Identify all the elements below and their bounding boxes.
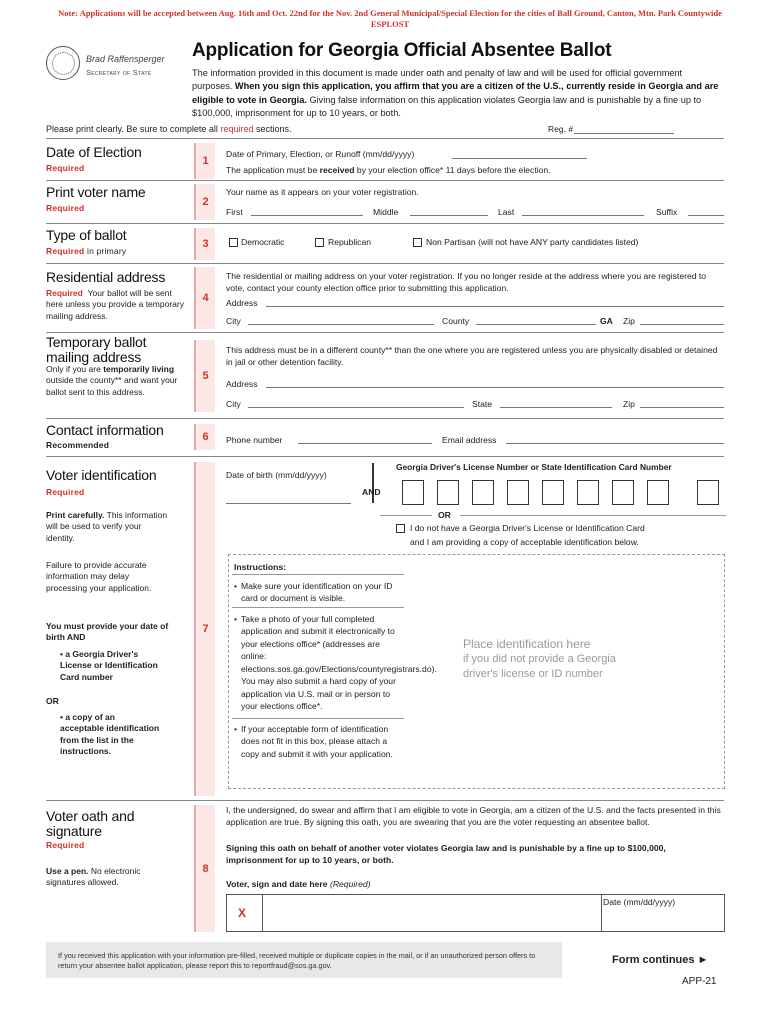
divider: [232, 607, 404, 608]
section-2-required: Required: [46, 203, 85, 213]
instruction-3: • If your acceptable form of identification does not fit in this box, please attach a copy and submit it with your application.: [234, 724, 393, 759]
instruction-1: • Make sure your identification on your ID card or document is visible.: [234, 581, 393, 604]
residential-state-value: GA: [600, 316, 613, 326]
temporary-instructions: This address must be in a different county** than the one where you are registered unless you are physically disabled or detained in jail or other detention facility.: [226, 345, 718, 368]
temporary-address-label: Address: [226, 379, 258, 389]
dl-digit-box[interactable]: [697, 480, 719, 505]
no-license-label-2: and I am providing a copy of acceptable identification below.: [410, 537, 639, 547]
temporary-city-field[interactable]: [248, 407, 464, 408]
democratic-label: Democratic: [241, 237, 285, 247]
and-label: AND: [362, 487, 381, 497]
id-option-b: • a copy of an acceptable identification from the list in the instructions.: [60, 712, 160, 757]
form-title: Application for Georgia Official Absentee Ballot: [192, 40, 612, 61]
dl-digit-box[interactable]: [507, 480, 529, 505]
secretary-title: Secretary of State: [86, 68, 152, 77]
temporary-address-field[interactable]: [266, 387, 724, 388]
dl-digit-box[interactable]: [612, 480, 634, 505]
dl-digit-box[interactable]: [402, 480, 424, 505]
temporary-zip-label: Zip: [623, 399, 635, 409]
section-3-title: Type of ballot: [46, 227, 127, 243]
divider: [46, 456, 724, 457]
section-5-title: Temporary ballot mailing address: [46, 334, 147, 365]
dob-field[interactable]: [226, 503, 351, 504]
divider: [232, 718, 404, 719]
temporary-city-label: City: [226, 399, 241, 409]
divider: [380, 515, 432, 516]
republican-label: Republican: [328, 237, 371, 247]
form-code: APP-21: [682, 976, 717, 987]
temporary-state-label: State: [472, 399, 493, 409]
dl-digit-box[interactable]: [577, 480, 599, 505]
email-label: Email address: [442, 435, 497, 445]
must-provide-note: You must provide your date of birth AND: [46, 621, 169, 643]
divider: [232, 574, 404, 575]
or-right-label: OR: [438, 510, 451, 520]
section-3-number: 3: [194, 228, 215, 260]
voter-name-label: Your name as it appears on your voter registration.: [226, 187, 419, 197]
section-7-required: Required: [46, 487, 85, 497]
sign-label: Voter, sign and date here (Required): [226, 879, 371, 889]
id-option-a: • a Georgia Driver's License or Identification Card number: [60, 649, 158, 682]
secretary-signature: Brad Raffensperger: [86, 54, 165, 64]
oath-warning: Signing this oath on behalf of another voter violates Georgia law and is punishable by a fine up to $100,000, imprisonment for up to 10 years, or both.: [226, 843, 666, 866]
residential-zip-label: Zip: [623, 316, 635, 326]
section-1-required: Required: [46, 163, 85, 173]
republican-checkbox[interactable]: [315, 238, 324, 247]
divider: [46, 223, 724, 224]
section-8-title: Voter oath and signature: [46, 808, 135, 839]
section-4-desc: Required Your ballot will be sent here unless you provide a temporary mailing address.: [46, 288, 184, 321]
place-id-subtitle: if you did not provide a Georgia driver's license or ID number: [463, 653, 616, 681]
section-5-desc: Only if you are temporarily living outside the county** and want your ballot sent to this address.: [46, 364, 178, 397]
intro-text: The information provided in this document is made under oath and penalty of law and will be used for official government purposes. When you sign this application, you affirm that you are a citizen of the U.S., currently reside in Georgia and are eligible to vote in Georgia. Giving false information on this application violates Georgia law and is punishable by a fine up to $100,000, imprisonment for up to 10 years, or both.: [192, 68, 719, 119]
instruction-2: • Take a photo of your full completed application and submit it electronically to your elections office* (addresses are online: elections.sos.ga.gov/Elections/countyregistrars.do). You may also submit a hard copy of your application via U.S. mail or in person to your elections office*.: [234, 614, 437, 712]
no-license-label-1: I do not have a Georgia Driver's License or Identification Card: [410, 523, 645, 533]
section-2-number: 2: [194, 184, 215, 220]
section-6-number: 6: [194, 424, 215, 450]
divider: [46, 332, 724, 333]
failure-note: Failure to provide accurate information may delay processing your application.: [46, 560, 152, 593]
signature-date-label: Date (mm/dd/yyyy): [603, 897, 676, 907]
section-8-number: 8: [194, 805, 215, 932]
dl-digit-box[interactable]: [542, 480, 564, 505]
section-4-number: 4: [194, 267, 215, 329]
dl-digit-box[interactable]: [472, 480, 494, 505]
state-seal-icon: [46, 46, 80, 80]
residential-county-label: County: [442, 316, 470, 326]
reg-number-label: Reg. #: [548, 124, 574, 134]
middle-name-label: Middle: [373, 207, 399, 217]
residential-zip-field[interactable]: [640, 324, 724, 325]
section-4-title: Residential address: [46, 269, 166, 285]
election-date-label: Date of Primary, Election, or Runoff (mm/dd/yyyy): [226, 149, 415, 159]
last-name-label: Last: [498, 207, 515, 217]
residential-address-label: Address: [226, 298, 258, 308]
oath-text: I, the undersigned, do swear and affirm that I am eligible to vote in Georgia, am a citizen of the U.S. and the facts presented in this application are true. By signing this oath, you are swearing that you are the voter requesting an absentee ballot.: [226, 805, 721, 828]
dl-number-label: Georgia Driver's License Number or State Identification Card Number: [396, 462, 672, 472]
section-1-number: 1: [194, 143, 215, 179]
section-8-required: Required: [46, 840, 85, 850]
or-label: OR: [46, 696, 59, 706]
middle-name-field[interactable]: [410, 215, 488, 216]
suffix-label: Suffix: [656, 207, 678, 217]
suffix-field[interactable]: [688, 215, 724, 216]
residential-instructions: The residential or mailing address on your voter registration. If you no longer reside at the address where you are registered to vote, contact your county election office prior to submitting this application.: [226, 271, 707, 294]
dl-digit-box[interactable]: [437, 480, 459, 505]
section-7-title: Voter identification: [46, 467, 157, 483]
phone-label: Phone number: [226, 435, 283, 445]
residential-city-field[interactable]: [248, 324, 434, 325]
nonpartisan-label: Non Partisan (will not have ANY party candidates listed): [426, 237, 639, 247]
section-1-title: Date of Election: [46, 144, 142, 160]
democratic-checkbox[interactable]: [229, 238, 238, 247]
election-notice: Note: Applications will be accepted between Aug. 16th and Oct. 22nd for the Nov. 2nd General Municipal/Special Election for the cities of Ball Ground, Canton, Mtn. Park Countywide ESPLOST: [58, 8, 722, 30]
fraud-report-note: If you received this application with your information pre-filled, received multiple or duplicate copies in the mail, or if an unauthorized person offers to return your absentee ballot application, please report this to reportfraud@sos.ga.gov.: [46, 942, 562, 978]
election-date-field[interactable]: [452, 158, 587, 159]
residential-county-field[interactable]: [476, 324, 596, 325]
residential-city-label: City: [226, 316, 241, 326]
section-6-recommended: Recommended: [46, 440, 110, 450]
first-name-field[interactable]: [251, 215, 363, 216]
print-carefully-note: Print carefully. This information will be used to verify your identity.: [46, 510, 168, 543]
temporary-state-field[interactable]: [500, 407, 612, 408]
form-continues-label: Form continues ►: [612, 954, 709, 966]
signature-x-mark: X: [238, 906, 247, 920]
dob-label: Date of birth (mm/dd/yyyy): [226, 470, 327, 480]
temporary-zip-field[interactable]: [640, 407, 724, 408]
section-2-title: Print voter name: [46, 184, 146, 200]
print-clearly-instruction: Please print clearly. Be sure to complete all required sections.: [46, 124, 292, 134]
residential-address-field[interactable]: [266, 306, 724, 307]
last-name-field[interactable]: [522, 215, 644, 216]
section-7-number: 7: [194, 462, 215, 796]
divider: [46, 800, 724, 801]
section-6-title: Contact information: [46, 422, 164, 438]
email-field[interactable]: [506, 443, 724, 444]
phone-field[interactable]: [298, 443, 432, 444]
reg-number-field[interactable]: [574, 133, 674, 134]
divider: [46, 263, 724, 264]
section-3-required: Required in primary: [46, 246, 127, 256]
divider: [46, 138, 724, 139]
place-id-title: Place identification here: [463, 637, 591, 651]
first-name-label: First: [226, 207, 243, 217]
dl-digit-box[interactable]: [647, 480, 669, 505]
divider: [46, 180, 724, 181]
nonpartisan-checkbox[interactable]: [413, 238, 422, 247]
instructions-title: Instructions:: [234, 562, 287, 572]
no-license-checkbox[interactable]: [396, 524, 405, 533]
signature-field[interactable]: [226, 894, 601, 932]
use-pen-note: Use a pen. No electronic signatures allowed.: [46, 866, 141, 888]
divider: [46, 418, 724, 419]
divider: [460, 515, 726, 516]
section-5-number: 5: [194, 340, 215, 412]
divider: [262, 894, 263, 932]
received-note: The application must be received by your election office* 11 days before the election.: [226, 165, 551, 175]
